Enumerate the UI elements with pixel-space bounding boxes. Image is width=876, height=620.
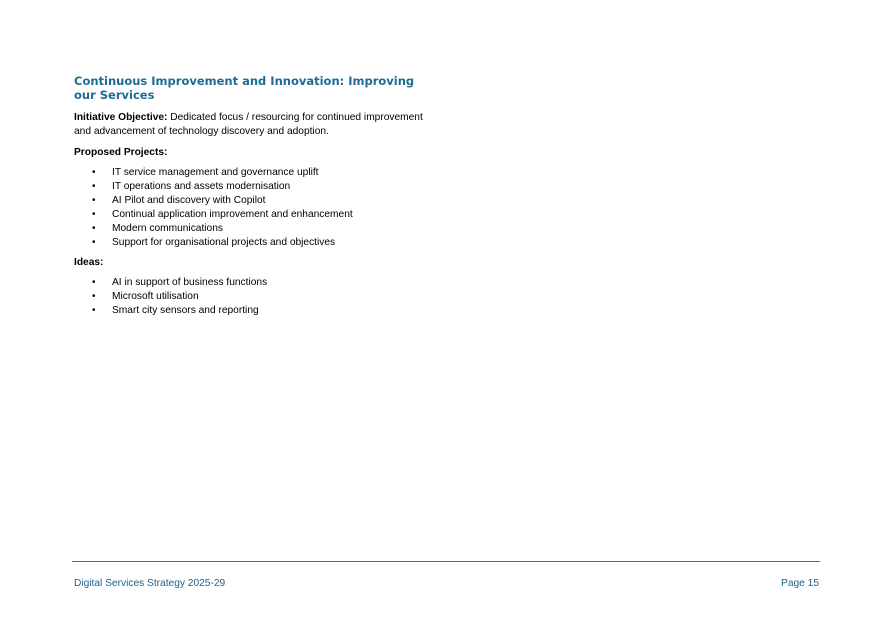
list-item	[74, 208, 434, 222]
projects-label: Proposed Projects:	[74, 147, 168, 158]
bullet-icon: •	[92, 167, 96, 178]
project-item-text: IT service management and governance uplift	[112, 167, 319, 178]
bullet-icon: •	[92, 291, 96, 302]
ideas-list	[74, 276, 434, 318]
objective-text: Dedicated focus / resourcing for continued improvement and advancement of technology discovery and adoption.	[74, 112, 423, 137]
list-item	[74, 304, 434, 318]
idea-item-text: AI in support of business functions	[112, 277, 268, 288]
list-item	[74, 180, 434, 194]
bullet-icon: •	[92, 277, 96, 288]
project-item-text: Continual application improvement and enhancement	[112, 209, 353, 220]
list-item	[74, 194, 434, 208]
footer-page-number: Page 15	[781, 578, 819, 589]
bullet-icon: •	[92, 181, 96, 192]
list-item	[74, 166, 434, 180]
list-item	[74, 276, 434, 290]
section-heading: Continuous Improvement and Innovation: Improving our Services	[74, 74, 415, 102]
objective-label: Initiative Objective:	[74, 112, 168, 123]
project-item-text: AI Pilot and discovery with Copilot	[112, 195, 266, 206]
objective-paragraph	[74, 111, 434, 139]
document-content	[74, 74, 434, 324]
project-item-text: Modern communications	[112, 223, 223, 234]
list-item	[74, 222, 434, 236]
footer-document-title: Digital Services Strategy 2025-29	[74, 578, 226, 589]
list-item	[74, 290, 434, 304]
bullet-icon: •	[92, 237, 96, 248]
project-item-text: Support for organisational projects and objectives	[112, 237, 336, 248]
bullet-icon: •	[92, 195, 96, 206]
ideas-label: Ideas:	[74, 257, 104, 268]
bullet-icon: •	[92, 305, 96, 316]
idea-item-text: Microsoft utilisation	[112, 291, 199, 302]
projects-list	[74, 166, 434, 250]
footer-divider	[72, 561, 820, 562]
idea-item-text: Smart city sensors and reporting	[112, 305, 259, 316]
bullet-icon: •	[92, 209, 96, 220]
bullet-icon: •	[92, 223, 96, 234]
list-item	[74, 236, 434, 250]
project-item-text: IT operations and assets modernisation	[112, 181, 291, 192]
